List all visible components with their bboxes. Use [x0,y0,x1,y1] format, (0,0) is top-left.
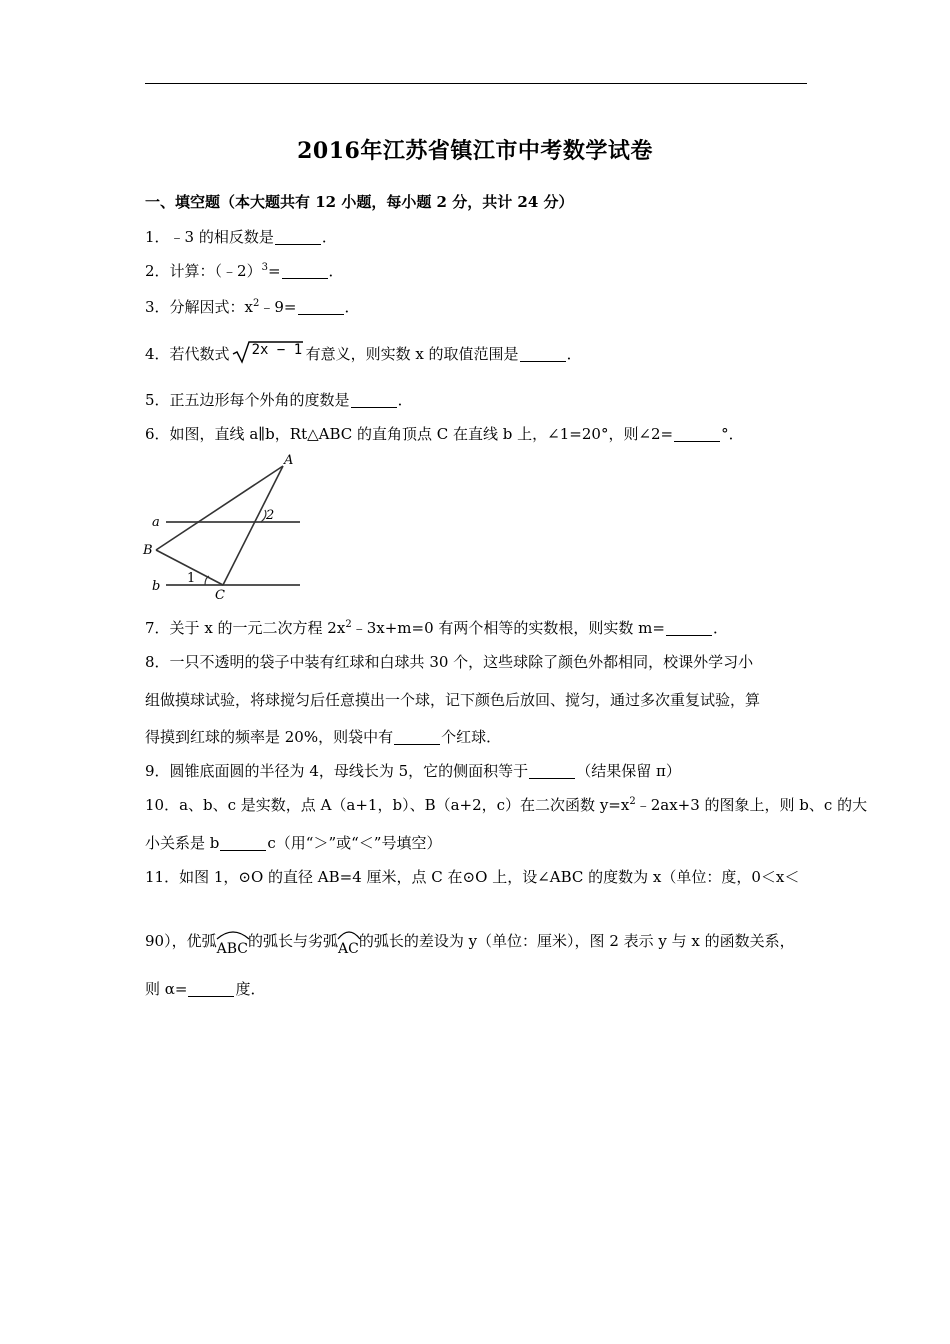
label-C: C [215,588,225,602]
parallel-lines-triangle-diagram [140,452,305,602]
major-arc-ABC: ABC [217,936,248,954]
question-6: 6．如图，直线 a∥b，Rt△ABC 的直角顶点 C 在直线 b 上，∠1=20°，则∠2= °． [145,425,744,443]
question-11-line-1: 11．如图 1，⊙O 的直径 AB=4 厘米，点 C 在⊙O 上，设∠ABC 的度数为 x（单位：度，0＜x＜ [145,868,800,886]
answer-blank[interactable] [394,730,440,745]
label-A: A [284,453,294,468]
label-angle-2: 2 [266,508,275,523]
question-10-line-2: 小关系是 b c（用“＞”或“＜”号填空） [145,834,442,852]
side-AB [156,466,283,550]
answer-blank[interactable] [275,230,321,245]
question-8-line-2: 组做摸球试验，将球搅匀后任意摸出一个球，记下颜色后放回、搅匀，通过多次重复试验，算 [145,691,761,709]
question-8-line-3: 得摸到红球的频率是 20%，则袋中有 个红球． [145,728,502,746]
question-11-line-3: 则 α= 度． [145,980,266,998]
answer-blank[interactable] [520,347,566,362]
question-7: 7．关于 x 的一元二次方程 $2x^2﹣3x+m=0$ 有两个相等的实数根，则实数 m= ． [145,619,728,637]
question-3: 3．分解因式：$x^2﹣9=$ ． [145,298,360,316]
answer-blank[interactable] [220,836,266,851]
page-title: 2016年江苏省镇江市中考数学试卷 [297,138,653,164]
question-11-line-2: 90），优弧 ABC的弧长与劣弧 AC的弧长的差设为 y（单位：厘米），图 2 表示 y 与 x 的函数关系， [145,932,795,957]
section-heading: 一、填空题（本大题共有 12 小题，每小题 2 分，共计 24 分） [145,193,574,211]
label-B: B [143,543,153,558]
answer-blank[interactable] [298,300,344,315]
label-angle-1: 1 [187,571,196,586]
question-2: 2．计算：（﹣2）$^3$= ． [145,262,344,280]
geometry-figure [140,452,305,606]
label-line-a: a [152,515,160,530]
answer-blank[interactable] [351,393,397,408]
question-4: 4．若代数式 2x − 1 有意义，则实数 x 的取值范围是 ． [145,342,582,363]
side-AC [223,466,283,585]
answer-blank[interactable] [188,982,234,997]
answer-blank[interactable] [282,264,328,279]
answer-blank[interactable] [674,427,720,442]
label-line-b: b [152,579,161,594]
question-9: 9．圆锥底面圆的半径为 4，母线长为 5，它的侧面积等于 （结果保留 π） [145,762,681,780]
question-1: 1．﹣3 的相反数是 ． [145,228,337,246]
question-10-line-1: 10．a、b、c 是实数，点 A（a+1，b）、B（a+2，c）在二次函数 $y=x^2﹣2ax+3$ 的图象上，则 b、c 的大 [145,796,868,814]
answer-blank[interactable] [666,621,712,636]
question-8-line-1: 8．一只不透明的袋子中装有红球和白球共 30 个，这些球除了颜色外都相同，校课外学习小 [145,653,754,671]
question-5: 5．正五边形每个外角的度数是 ． [145,391,413,409]
square-root-expression: 2x − 1 [232,340,304,364]
minor-arc-AC: AC [338,936,359,954]
answer-blank[interactable] [529,764,575,779]
header-rule [145,83,807,84]
